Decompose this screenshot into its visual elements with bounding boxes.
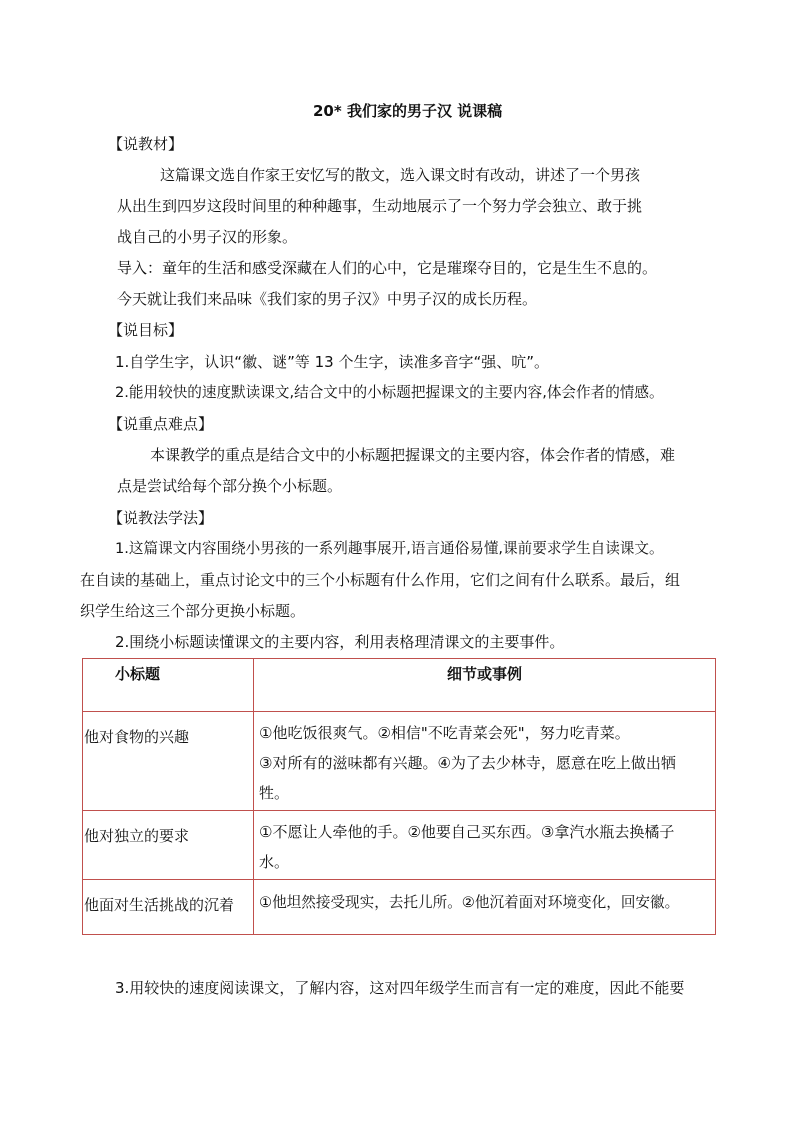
table-header-cell: 小标题	[83, 659, 254, 712]
section-heading-key: 【说重点难点】	[108, 415, 214, 433]
table-cell-detail: ①不愿让人牵他的手。②他要自己买东西。③拿汽水瓶去换橘子 水。	[254, 811, 716, 880]
paragraph-line: 本课教学的重点是结合文中的小标题把握课文的主要内容，体会作者的情感，难	[150, 446, 676, 464]
table-cell-title: 他对食物的兴趣	[83, 712, 254, 811]
paragraph-line: 从出生到四岁这段时间里的种种趣事，生动地展示了一个努力学会独立、敢于挑	[117, 197, 643, 215]
paragraph-line: 2.能用较快的速度默读课文,结合文中的小标题把握课文的主要内容,体会作者的情感。	[115, 384, 664, 401]
paragraph-line: 3.用较快的速度阅读课文，了解内容，这对四年级学生而言有一定的难度，因此不能要	[115, 979, 685, 997]
table-cell-title: 他面对生活挑战的沉着	[83, 880, 254, 935]
table-header-row	[83, 659, 716, 712]
table-cell-detail: ①他坦然接受现实，去托儿所。②他沉着面对环境变化，回安徽。	[254, 880, 716, 935]
paragraph-line: 战自己的小男子汉的形象。	[117, 228, 298, 246]
section-heading-goals: 【说目标】	[108, 321, 184, 339]
table-row	[83, 712, 716, 811]
paragraph-line: 导入：童年的生活和感受深藏在人们的心中，它是璀璨夺目的，它是生生不息的。	[117, 259, 658, 277]
paragraph-line: 这篇课文选自作家王安忆写的散文，选入课文时有改动，讲述了一个男孩	[160, 166, 641, 184]
table-row	[83, 880, 716, 935]
paragraph-line: 在自读的基础上，重点讨论文中的三个小标题有什么作用，它们之间有什么联系。最后，组	[80, 571, 681, 589]
table-cell-title: 他对独立的要求	[83, 811, 254, 880]
events-table	[82, 658, 716, 935]
table-cell-detail: ①他吃饭很爽气。②相信"不吃青菜会死"，努力吃青菜。 ③对所有的滋味都有兴趣。④为了去少林寺，愿意在吃上做出牺 牲。	[254, 712, 716, 811]
paragraph-line: 今天就让我们来品味《我们家的男子汉》中男子汉的成长历程。	[117, 290, 538, 308]
table-row	[83, 811, 716, 880]
section-heading-method: 【说教法学法】	[108, 509, 214, 527]
paragraph-line: 点是尝试给每个部分换个小标题。	[117, 477, 343, 495]
table-header-cell: 细节或事例	[254, 659, 716, 712]
section-heading-textbook: 【说教材】	[108, 135, 184, 153]
paragraph-line: 织学生给这三个部分更换小标题。	[80, 602, 306, 620]
paragraph-line: 1.自学生字，认识“徽、谜”等 13 个生字，读准多音字“强、吭”。	[115, 353, 550, 371]
paragraph-line: 1.这篇课文内容围绕小男孩的一系列趣事展开,语言通俗易懂,课前要求学生自读课文。	[115, 540, 664, 557]
page-title: 20* 我们家的男子汉 说课稿	[313, 102, 503, 120]
paragraph-line: 2.围绕小标题读懂课文的主要内容，利用表格理清课文的主要事件。	[115, 633, 565, 651]
